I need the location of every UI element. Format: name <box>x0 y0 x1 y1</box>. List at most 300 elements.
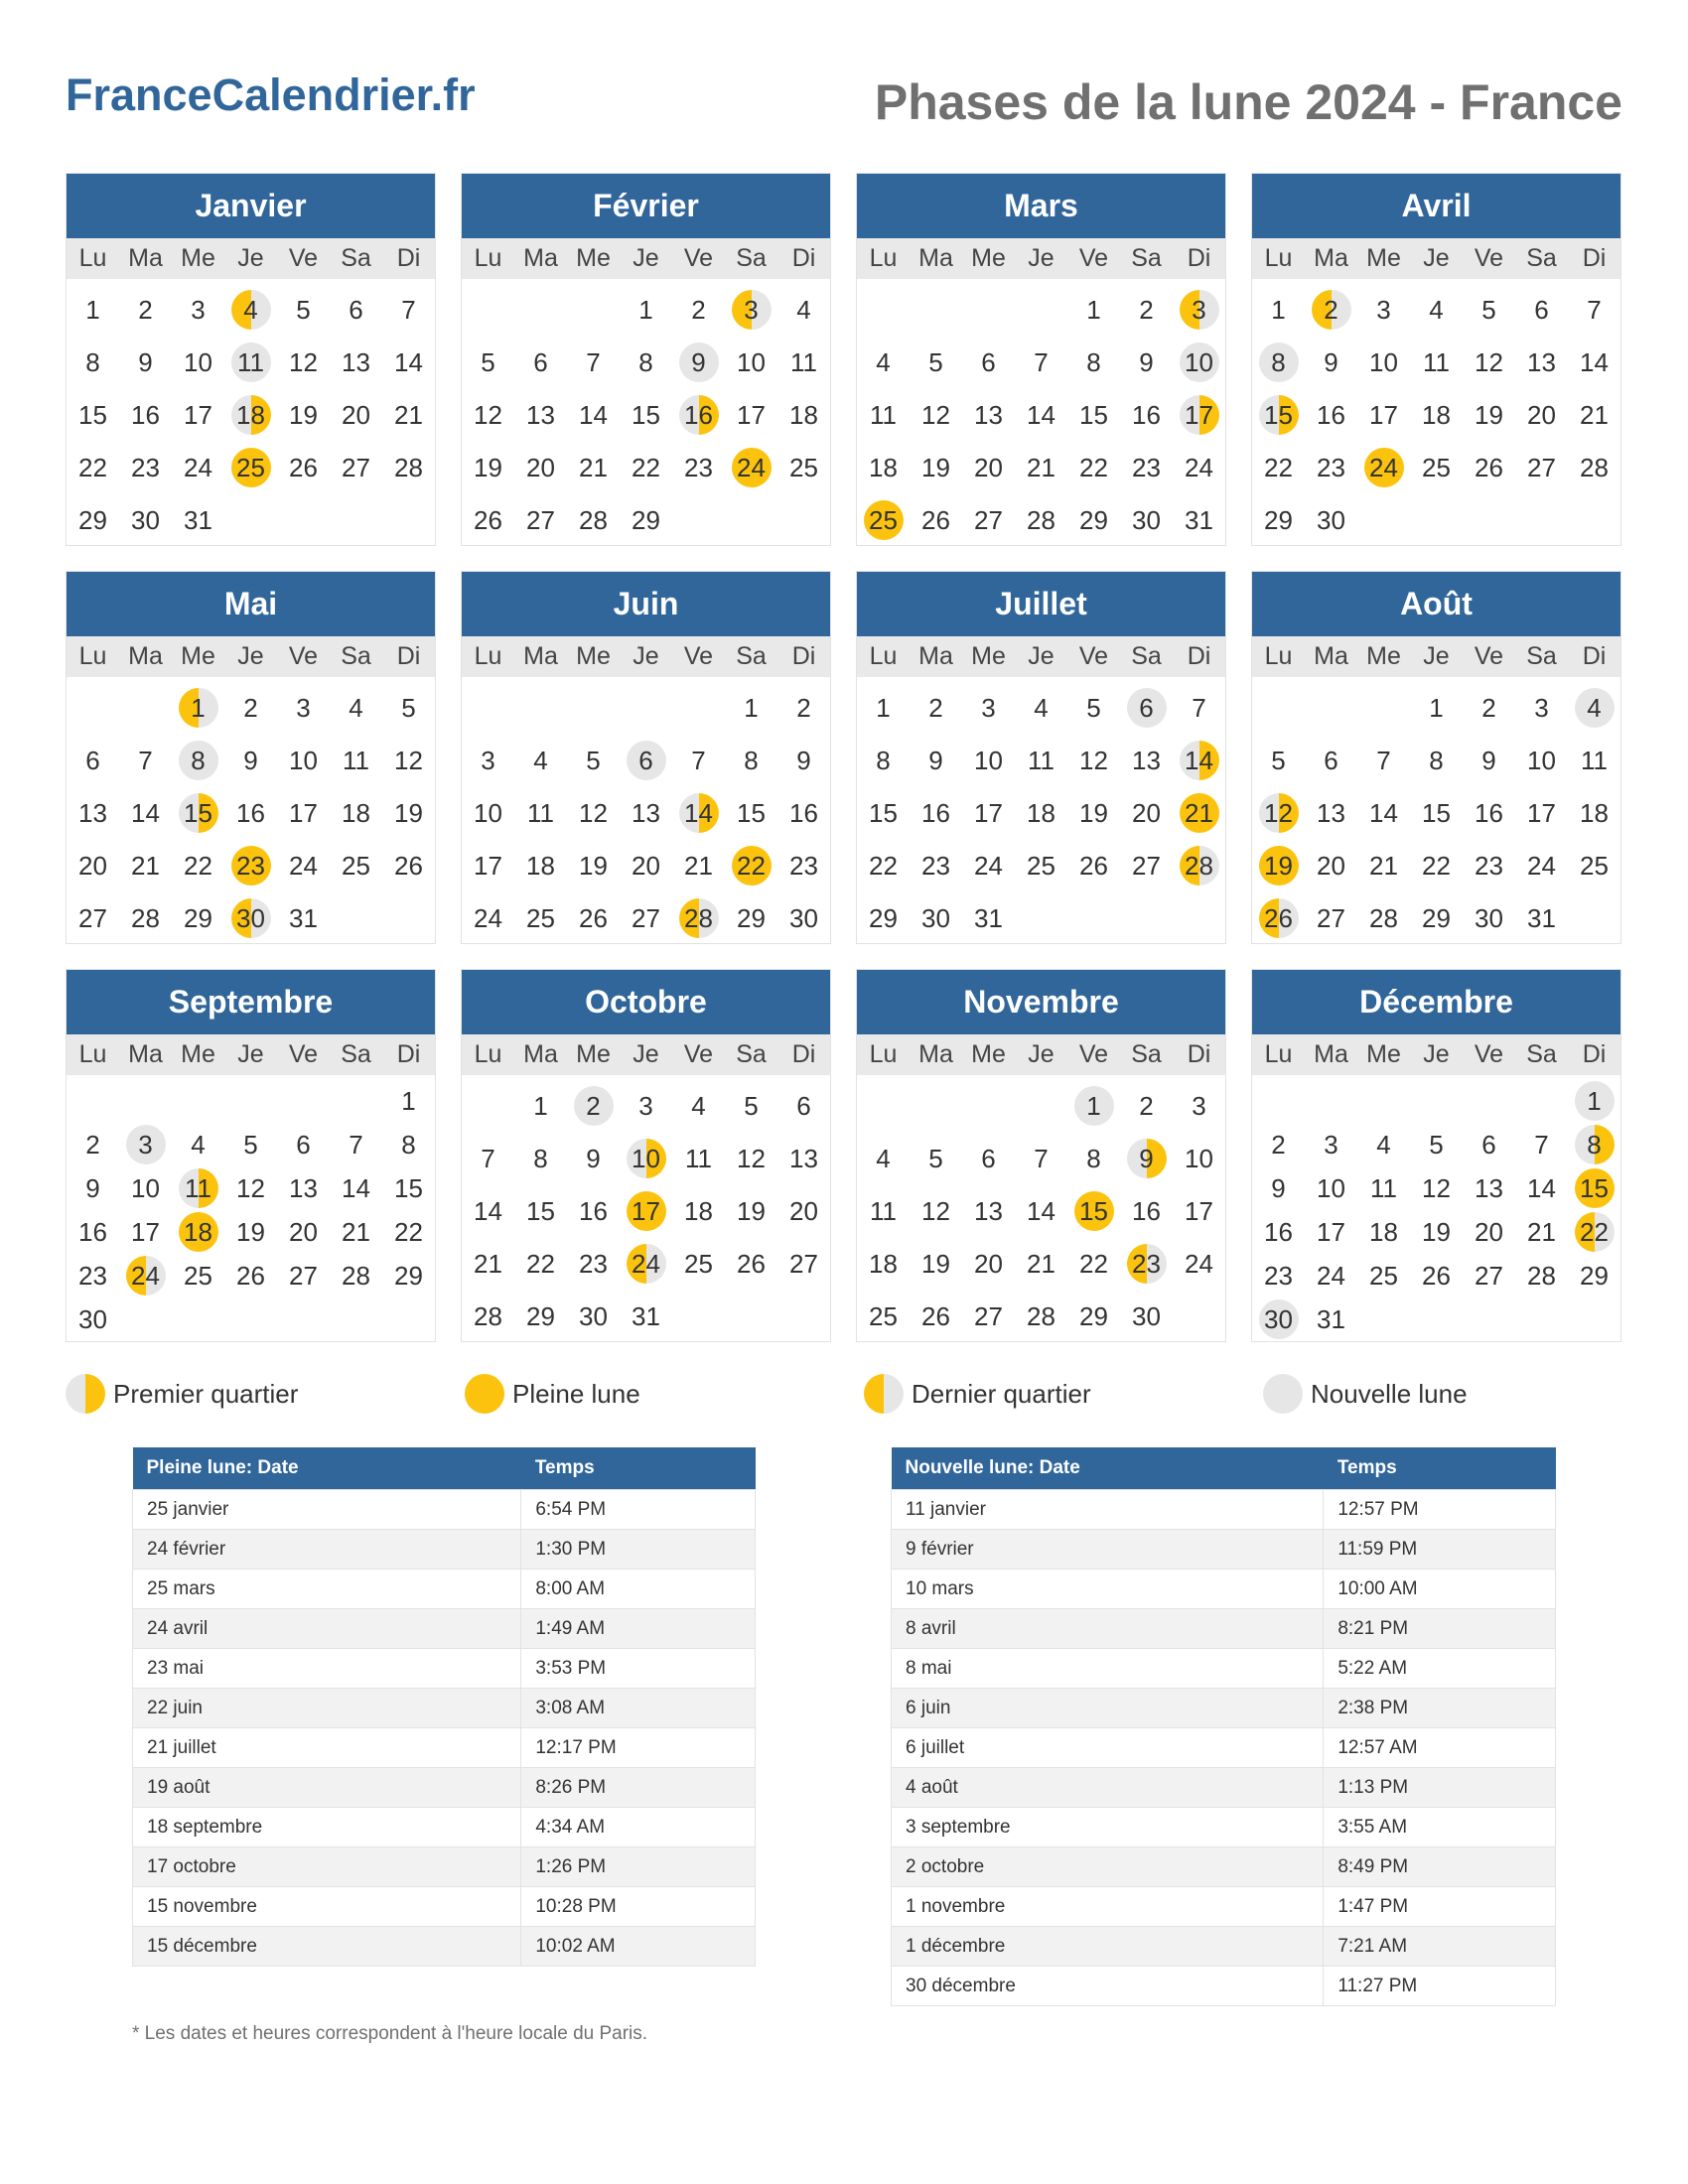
calendar-day <box>1568 1254 1620 1297</box>
day-number: 16 <box>236 797 265 828</box>
day-number: 4 <box>796 294 811 325</box>
calendar-day <box>224 388 277 441</box>
days-grid <box>462 279 830 546</box>
weekday-label: Je <box>237 1040 264 1068</box>
day-number: 27 <box>1475 1261 1503 1291</box>
weekday-label: Me <box>971 244 1006 272</box>
weekday-label: Ma <box>128 642 163 670</box>
day-number: 20 <box>1132 797 1161 828</box>
day-number: 6 <box>85 745 100 775</box>
calendar-day <box>1357 336 1410 388</box>
calendar-day <box>1173 388 1225 441</box>
calendar-day <box>1015 1237 1067 1290</box>
day-number: 2 <box>1139 1090 1154 1121</box>
table-header: Nouvelle lune: Date <box>892 1447 1324 1490</box>
calendar-day <box>1410 388 1463 441</box>
weekday-header <box>67 636 435 677</box>
day-number: 14 <box>579 399 608 430</box>
legend-label: Nouvelle lune <box>1311 1378 1468 1409</box>
days-grid <box>462 1075 830 1342</box>
empty-day <box>1252 1079 1305 1123</box>
day-number: 22 <box>184 850 212 881</box>
month-calendar <box>1251 571 1621 944</box>
calendar-day <box>1252 734 1305 786</box>
day-number: 2 <box>85 1130 100 1160</box>
calendar-day <box>777 734 830 786</box>
day-number: 19 <box>921 452 950 482</box>
calendar-day <box>1067 336 1120 388</box>
calendar-day <box>514 336 567 388</box>
day-number: 14 <box>1027 399 1055 430</box>
first-quarter-day: 12 <box>1259 793 1299 833</box>
calendar-day <box>857 734 910 786</box>
day-number: 13 <box>1475 1173 1503 1203</box>
calendar-day <box>910 493 962 546</box>
day-number: 10 <box>1317 1173 1345 1203</box>
day-number: 5 <box>928 1143 943 1173</box>
day-number: 16 <box>579 1195 608 1226</box>
weekday-label: Lu <box>869 1040 898 1068</box>
calendar-day <box>119 441 172 493</box>
calendar-day <box>119 1254 172 1297</box>
calendar-day <box>1410 441 1463 493</box>
empty-day <box>224 1079 277 1123</box>
empty-day <box>67 681 119 734</box>
calendar-day <box>382 1079 435 1123</box>
new-moon-day: 30 <box>1259 1299 1299 1339</box>
day-number: 13 <box>1527 346 1556 377</box>
calendar-day <box>1173 336 1225 388</box>
calendar-day <box>857 681 910 734</box>
calendar-day <box>672 1184 725 1237</box>
time-cell: 1:49 AM <box>521 1609 756 1649</box>
time-cell: 4:34 AM <box>521 1808 756 1847</box>
day-number: 22 <box>1079 452 1108 482</box>
full-moon-day: 25 <box>864 500 904 540</box>
day-number: 24 <box>1185 1248 1213 1279</box>
empty-day <box>462 1079 514 1132</box>
day-number: 30 <box>131 504 160 535</box>
table-row <box>133 1847 756 1887</box>
day-number: 24 <box>474 902 502 933</box>
time-cell: 1:47 PM <box>1324 1887 1556 1927</box>
calendar-day <box>330 839 382 891</box>
month-calendar <box>66 173 436 546</box>
day-number: 4 <box>691 1090 706 1121</box>
first-quarter-day: 9 <box>1127 1139 1167 1178</box>
day-number: 4 <box>1376 1130 1391 1160</box>
full-moon-day: 24 <box>1364 448 1404 487</box>
days-grid <box>857 279 1225 546</box>
calendar-day <box>1515 734 1568 786</box>
legend-last-quarter <box>864 1374 1091 1414</box>
day-number: 4 <box>1034 692 1049 723</box>
calendar-day <box>567 441 620 493</box>
date-cell: 25 mars <box>133 1570 521 1609</box>
calendar-day <box>382 1166 435 1210</box>
calendar-day <box>1463 388 1515 441</box>
calendar-day <box>567 891 620 944</box>
day-number: 18 <box>869 1248 898 1279</box>
calendar-day <box>277 336 330 388</box>
table-row <box>133 1728 756 1768</box>
day-number: 9 <box>1139 346 1154 377</box>
month-title: Juillet <box>857 572 1225 636</box>
calendar-day <box>777 388 830 441</box>
calendar-day <box>910 786 962 839</box>
calendar-day <box>1120 388 1173 441</box>
calendar-day <box>514 839 567 891</box>
site-logo[interactable]: FranceCalendrier.fr <box>66 69 476 120</box>
calendar-day <box>1067 1237 1120 1290</box>
calendar-day <box>1463 734 1515 786</box>
day-number: 1 <box>533 1090 548 1121</box>
date-cell: 21 juillet <box>133 1728 521 1768</box>
weekday-label: Ve <box>1078 642 1109 670</box>
weekday-label: Me <box>971 642 1006 670</box>
calendar-day <box>857 891 910 944</box>
calendar-day <box>620 1290 672 1342</box>
day-number: 13 <box>78 797 107 828</box>
date-cell: 24 février <box>133 1530 521 1570</box>
calendar-day <box>172 734 224 786</box>
weekday-label: Me <box>181 244 215 272</box>
day-number: 22 <box>1422 850 1451 881</box>
full-moon-day: 18 <box>179 1212 218 1252</box>
calendar-day <box>1252 1210 1305 1254</box>
calendar-day <box>1463 839 1515 891</box>
weekday-label: Sa <box>736 642 767 670</box>
first-quarter-day: 15 <box>1259 395 1299 435</box>
day-number: 22 <box>869 850 898 881</box>
weekday-label: Ma <box>523 244 558 272</box>
calendar-day <box>514 734 567 786</box>
weekday-label: Ve <box>1474 1040 1504 1068</box>
day-number: 23 <box>1475 850 1503 881</box>
day-number: 29 <box>526 1300 555 1331</box>
calendar-day <box>672 1079 725 1132</box>
calendar-day <box>962 441 1015 493</box>
full-moon-day: 17 <box>627 1191 666 1231</box>
calendar-day <box>1067 493 1120 546</box>
table-row <box>133 1689 756 1728</box>
day-number: 13 <box>526 399 555 430</box>
calendar-day <box>514 1290 567 1342</box>
new-moon-day: 11 <box>231 342 271 382</box>
calendar-day <box>382 786 435 839</box>
table-header: Temps <box>1324 1447 1556 1490</box>
calendar-day <box>1305 493 1357 546</box>
new-moon-day: 10 <box>1180 342 1219 382</box>
day-number: 15 <box>394 1173 423 1203</box>
month-calendar <box>66 969 436 1342</box>
weekday-label: Ve <box>1078 1040 1109 1068</box>
weekday-label: Sa <box>1526 244 1557 272</box>
weekday-label: Je <box>237 244 264 272</box>
day-number: 15 <box>632 399 660 430</box>
calendar-day <box>1515 388 1568 441</box>
weekday-label: Ve <box>288 1040 319 1068</box>
empty-day <box>1515 1079 1568 1123</box>
day-number: 19 <box>289 399 318 430</box>
day-number: 30 <box>1132 1300 1161 1331</box>
calendar-day <box>462 388 514 441</box>
date-cell: 30 décembre <box>892 1967 1324 2006</box>
date-cell: 3 septembre <box>892 1808 1324 1847</box>
calendar-day <box>1015 388 1067 441</box>
day-number: 29 <box>632 504 660 535</box>
legend-label: Premier quartier <box>113 1378 299 1409</box>
day-number: 4 <box>533 745 548 775</box>
weekday-label: Di <box>1582 244 1607 272</box>
day-number: 20 <box>289 1217 318 1247</box>
weekday-label: Ve <box>683 244 714 272</box>
weekday-label: Je <box>633 642 659 670</box>
last-quarter-day: 1 <box>179 688 218 728</box>
calendar-day <box>672 839 725 891</box>
day-number: 4 <box>876 346 891 377</box>
calendar-day <box>224 283 277 336</box>
calendar-day <box>857 839 910 891</box>
date-cell: 15 novembre <box>133 1887 521 1927</box>
date-cell: 4 août <box>892 1768 1324 1808</box>
day-number: 29 <box>1264 504 1293 535</box>
calendar-day <box>1173 1079 1225 1132</box>
calendar-day <box>1305 388 1357 441</box>
day-number: 27 <box>1527 452 1556 482</box>
calendar-day <box>725 1237 777 1290</box>
table-row <box>892 1967 1556 2006</box>
table-row <box>892 1728 1556 1768</box>
day-number: 14 <box>474 1195 502 1226</box>
day-number: 2 <box>1271 1130 1286 1160</box>
calendar-day <box>1410 891 1463 944</box>
calendar-day <box>172 441 224 493</box>
calendar-day <box>962 681 1015 734</box>
table-row <box>133 1609 756 1649</box>
month-calendar <box>461 571 831 944</box>
calendar-day <box>330 681 382 734</box>
day-number: 9 <box>85 1173 100 1203</box>
table-row <box>892 1887 1556 1927</box>
day-number: 27 <box>974 1300 1003 1331</box>
legend-new-moon <box>1263 1374 1468 1414</box>
time-cell: 12:57 AM <box>1324 1728 1556 1768</box>
calendar-day <box>224 1210 277 1254</box>
day-number: 21 <box>1027 452 1055 482</box>
weekday-label: Ma <box>128 1040 163 1068</box>
weekday-header <box>1252 1034 1620 1075</box>
table-row <box>892 1847 1556 1887</box>
day-number: 11 <box>790 346 817 377</box>
table-row <box>892 1689 1556 1728</box>
day-number: 1 <box>1271 294 1286 325</box>
calendar-day <box>514 1237 567 1290</box>
calendar-day <box>1568 681 1620 734</box>
table-row <box>892 1609 1556 1649</box>
calendar-day <box>119 336 172 388</box>
weekday-header <box>857 238 1225 279</box>
calendar-day <box>277 1123 330 1166</box>
calendar-day <box>620 734 672 786</box>
days-grid <box>1252 279 1620 546</box>
calendar-day <box>1568 839 1620 891</box>
table-row <box>892 1570 1556 1609</box>
day-number: 22 <box>1264 452 1293 482</box>
calendar-day <box>1410 839 1463 891</box>
calendar-day <box>567 1079 620 1132</box>
calendar-day <box>1120 786 1173 839</box>
calendar-day <box>514 1079 567 1132</box>
day-number: 23 <box>78 1261 107 1291</box>
weekday-label: Di <box>1187 244 1211 272</box>
calendar-day <box>1015 1132 1067 1184</box>
day-number: 7 <box>1034 1143 1049 1173</box>
calendar-day <box>1410 283 1463 336</box>
day-number: 30 <box>579 1300 608 1331</box>
calendar-day <box>1173 283 1225 336</box>
table-row <box>133 1927 756 1967</box>
day-number: 20 <box>974 1248 1003 1279</box>
calendar-day <box>1357 283 1410 336</box>
weekday-label: Lu <box>1264 642 1293 670</box>
footnote: * Les dates et heures correspondent à l'heure locale du Paris. <box>132 2023 648 2044</box>
days-grid <box>1252 1075 1620 1341</box>
new-moon-day: 1 <box>1074 1086 1114 1126</box>
day-number: 22 <box>1079 1248 1108 1279</box>
calendar-day <box>620 1237 672 1290</box>
weekday-label: Me <box>971 1040 1006 1068</box>
day-number: 27 <box>974 504 1003 535</box>
day-number: 8 <box>876 745 891 775</box>
day-number: 19 <box>1079 797 1108 828</box>
date-cell: 8 mai <box>892 1649 1324 1689</box>
day-number: 25 <box>684 1248 713 1279</box>
day-number: 24 <box>974 850 1003 881</box>
table-row <box>133 1808 756 1847</box>
calendar-day <box>1410 734 1463 786</box>
day-number: 21 <box>131 850 160 881</box>
day-number: 10 <box>474 797 502 828</box>
day-number: 26 <box>1475 452 1503 482</box>
day-number: 29 <box>78 504 107 535</box>
weekday-label: Lu <box>474 642 502 670</box>
calendar-day <box>1463 1254 1515 1297</box>
weekday-label: Je <box>633 244 659 272</box>
day-number: 20 <box>632 850 660 881</box>
empty-day <box>462 283 514 336</box>
calendar-day <box>224 734 277 786</box>
calendar-day <box>277 441 330 493</box>
calendar-day <box>1067 1132 1120 1184</box>
calendar-day <box>857 1184 910 1237</box>
calendar-day <box>672 441 725 493</box>
day-number: 6 <box>349 294 363 325</box>
calendar-day <box>1120 734 1173 786</box>
calendar-day <box>1015 441 1067 493</box>
calendar-day <box>1015 839 1067 891</box>
calendar-day <box>330 1254 382 1297</box>
calendar-day <box>1015 786 1067 839</box>
time-cell: 12:17 PM <box>521 1728 756 1768</box>
day-number: 19 <box>579 850 608 881</box>
calendar-day <box>620 839 672 891</box>
new-moon-day: 2 <box>574 1086 614 1126</box>
calendar-day <box>1463 283 1515 336</box>
calendar-day <box>119 786 172 839</box>
calendar-day <box>462 1184 514 1237</box>
calendar-day <box>857 1132 910 1184</box>
weekday-label: Ve <box>1474 244 1504 272</box>
day-number: 9 <box>243 745 258 775</box>
time-cell: 10:00 AM <box>1324 1570 1556 1609</box>
day-number: 26 <box>394 850 423 881</box>
day-number: 1 <box>1086 294 1101 325</box>
month-title: Mai <box>67 572 435 636</box>
calendar-day <box>67 1123 119 1166</box>
month-calendar <box>856 969 1226 1342</box>
day-number: 22 <box>526 1248 555 1279</box>
calendar-day <box>1515 283 1568 336</box>
calendar-day <box>777 891 830 944</box>
time-cell: 3:53 PM <box>521 1649 756 1689</box>
day-number: 21 <box>579 452 608 482</box>
day-number: 20 <box>526 452 555 482</box>
empty-day <box>1305 1079 1357 1123</box>
day-number: 2 <box>691 294 706 325</box>
days-grid <box>857 677 1225 944</box>
time-cell: 10:02 AM <box>521 1927 756 1967</box>
calendar-day <box>777 839 830 891</box>
day-number: 9 <box>586 1143 601 1173</box>
calendar-day <box>1120 839 1173 891</box>
day-number: 17 <box>474 850 502 881</box>
calendar-day <box>1568 1123 1620 1166</box>
empty-day <box>857 1079 910 1132</box>
calendar-day <box>330 388 382 441</box>
day-number: 18 <box>526 850 555 881</box>
new-moon-day: 1 <box>1575 1081 1615 1121</box>
calendar-day <box>462 1290 514 1342</box>
day-number: 5 <box>1271 745 1286 775</box>
day-number: 14 <box>1027 1195 1055 1226</box>
calendar-day <box>1067 388 1120 441</box>
day-number: 28 <box>1580 452 1609 482</box>
calendar-day <box>277 786 330 839</box>
calendar-day <box>1067 1184 1120 1237</box>
calendar-day <box>1252 493 1305 546</box>
day-number: 10 <box>131 1173 160 1203</box>
month-title: Octobre <box>462 970 830 1034</box>
new-moon-day: 3 <box>126 1125 166 1164</box>
day-number: 20 <box>789 1195 818 1226</box>
calendar-day <box>119 493 172 546</box>
weekday-label: Me <box>1366 244 1401 272</box>
day-number: 22 <box>78 452 107 482</box>
day-number: 2 <box>1139 294 1154 325</box>
day-number: 6 <box>981 346 996 377</box>
calendar-day <box>1173 493 1225 546</box>
day-number: 8 <box>744 745 759 775</box>
calendar-day <box>1067 441 1120 493</box>
weekday-label: Ma <box>1314 244 1348 272</box>
calendar-day <box>777 1132 830 1184</box>
calendar-day <box>620 283 672 336</box>
calendar-day <box>1357 734 1410 786</box>
day-number: 15 <box>1079 399 1108 430</box>
day-number: 1 <box>1429 692 1444 723</box>
day-number: 25 <box>869 1300 898 1331</box>
